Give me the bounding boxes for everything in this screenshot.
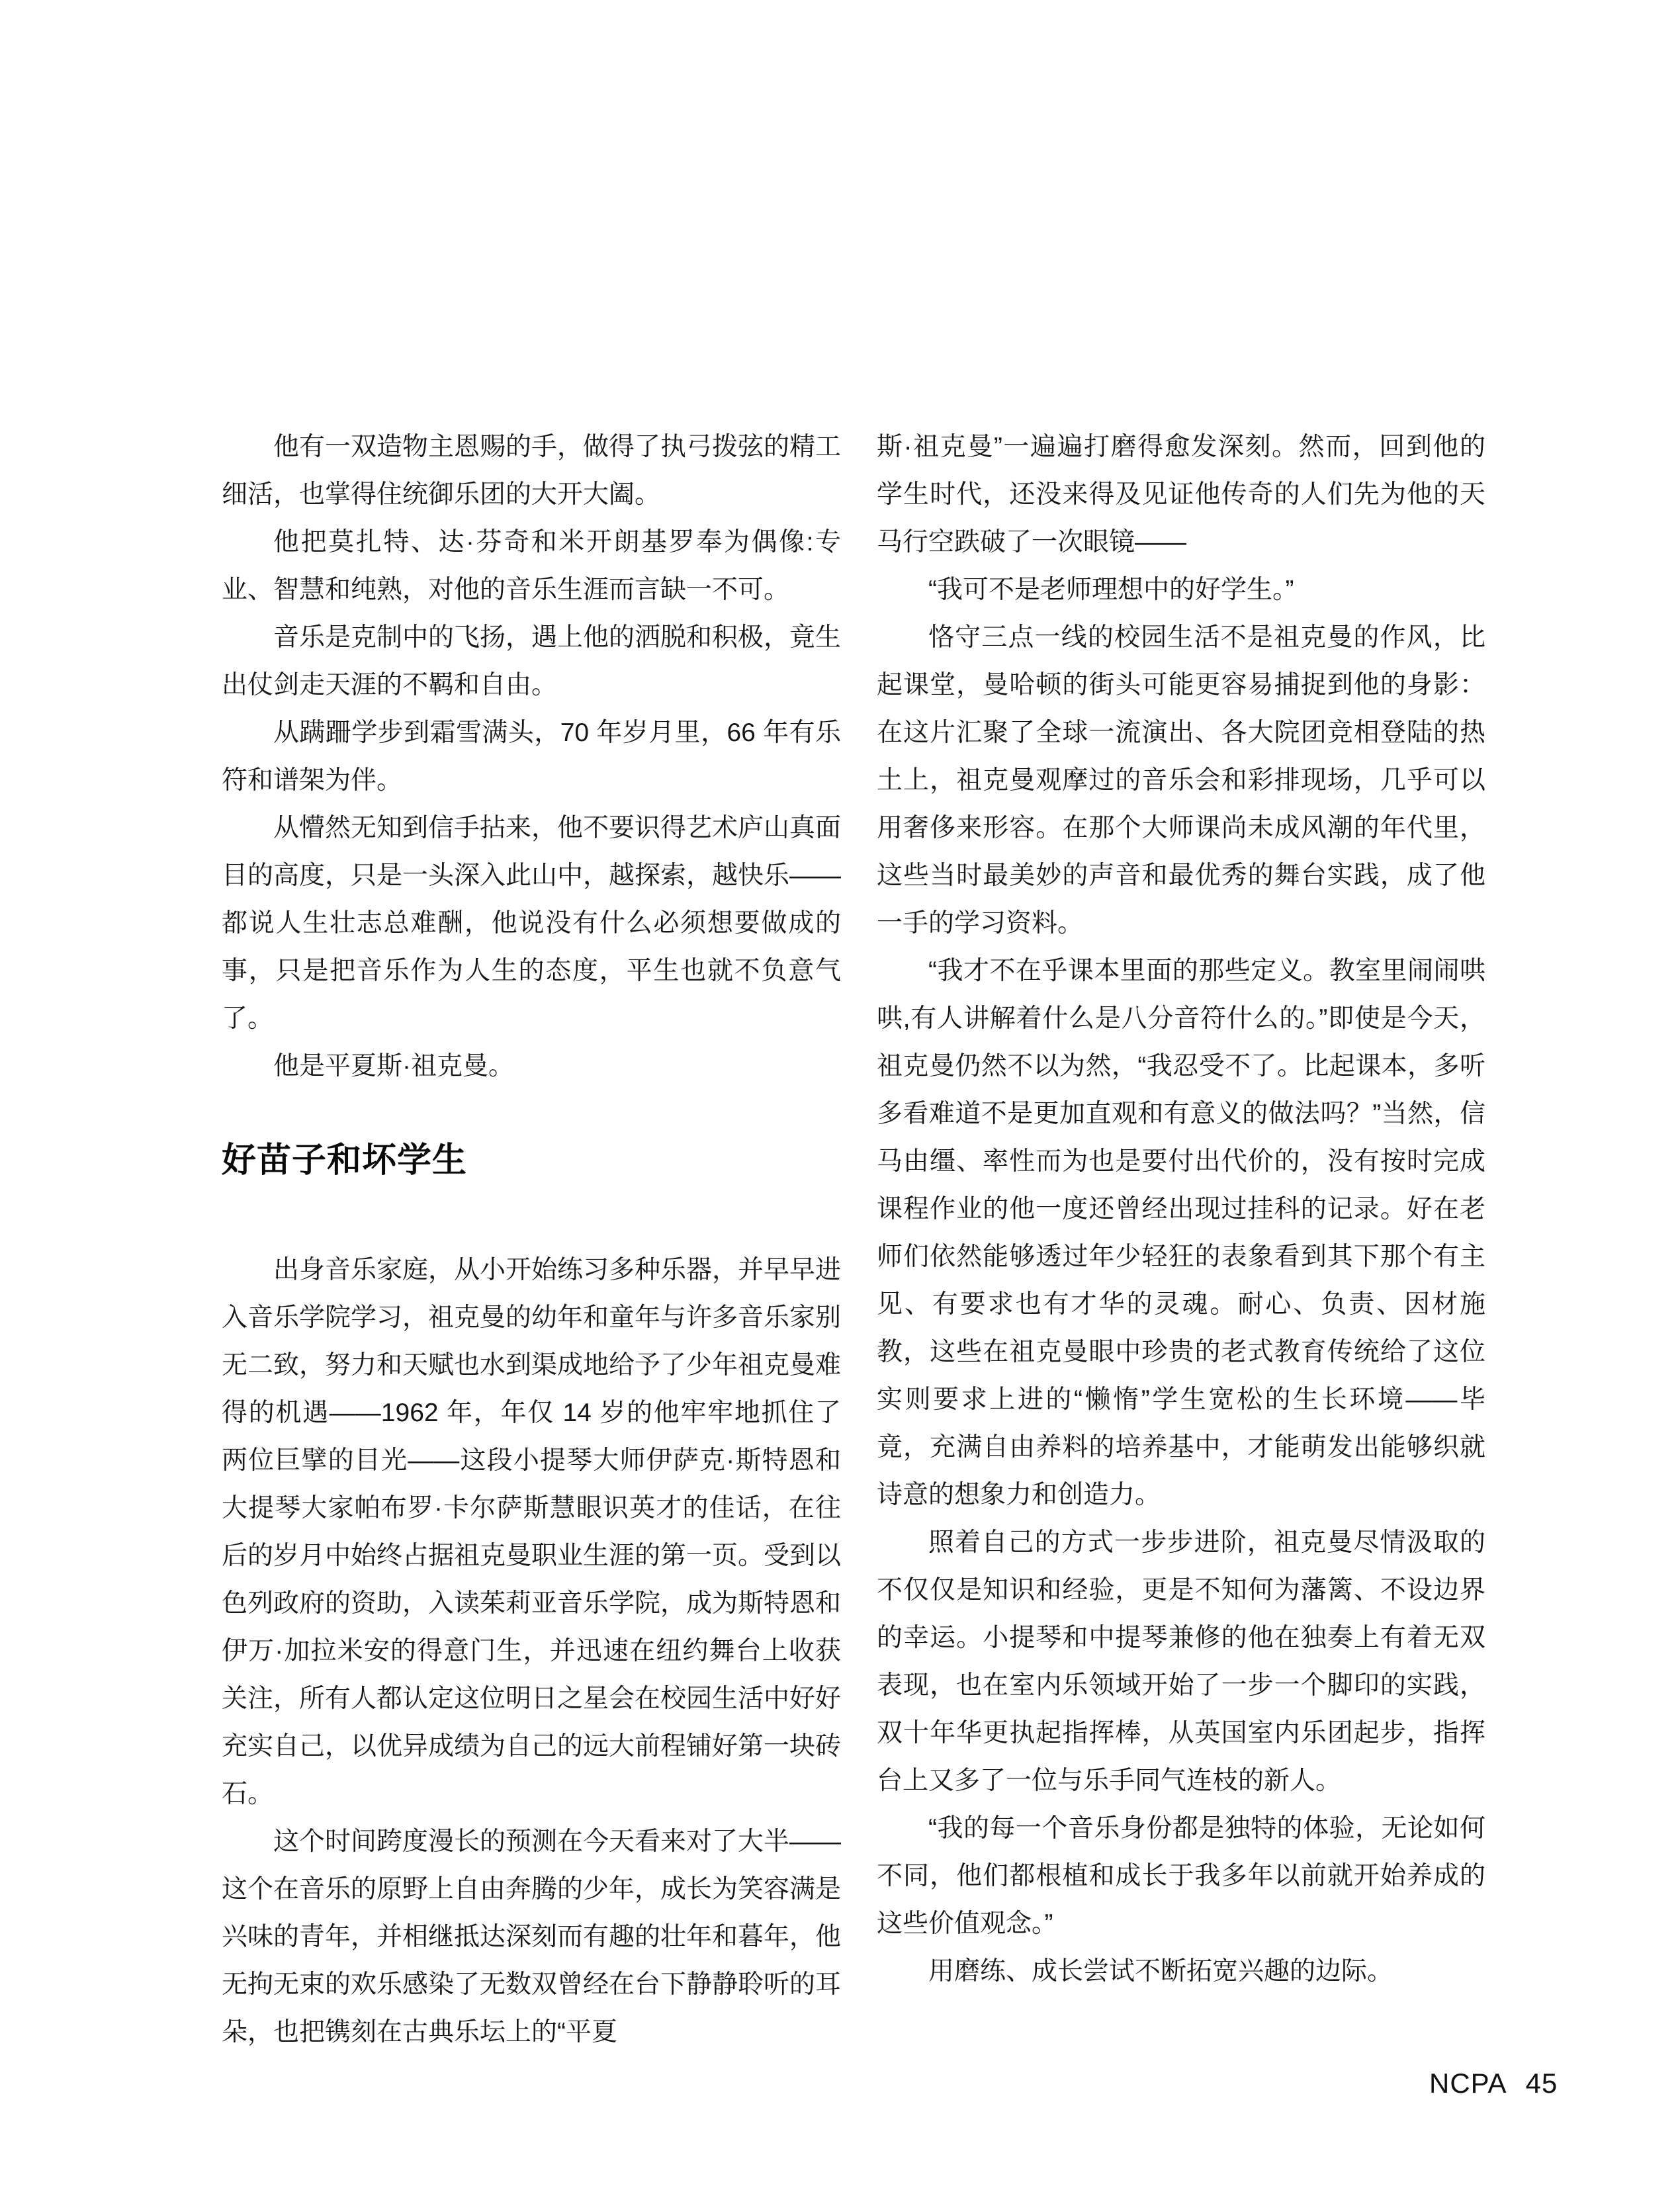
paragraph: 照着自己的方式一步步进阶，祖克曼尽情汲取的不仅仅是知识和经验，更是不知何为藩篱、不设边界的幸运。小提琴和中提琴兼修的他在独奏上有着无双表现，也在室内乐领域开始了一步一个脚印的实践，双十年华更执起指挥棒，从英国室内乐团起步，指挥台上又多了一位与乐手同气连枝的新人。 <box>877 1528 1485 1795</box>
paragraph: 音乐是克制中的飞扬，遇上他的洒脱和积极，竟生出仗剑走天涯的不羁和自由。 <box>222 623 842 699</box>
paragraph: “我可不是老师理想中的好学生。” <box>928 576 1294 604</box>
footer-page-number: 45 <box>1525 2068 1558 2099</box>
paragraph-continuation: 斯·祖克曼”一遍遍打磨得愈发深刻。然而，回到他的学生时代，还没来得及见证他传奇的人们先为他的天马行空跌破了一次眼镜—— <box>877 433 1485 556</box>
footer-brand: NCPA <box>1429 2068 1507 2099</box>
paragraph: “我才不在乎课本里面的那些定义。教室里闹闹哄哄,有人讲解着什么是八分音符什么的。”即使是今天，祖克曼仍然不以为然，“我忍受不了。比起课本，多听多看难道不是更加直观和有意义的做法吗？”当然，信马由缰、率性而为也是要付出代价的，没有按时完成课程作业的他一度还曾经出现过挂科的记录。好在老师们依然能够透过年少轻狂的表象看到其下那个有主见、有要求也有才华的灵魂。耐心、负责、因材施教，这些在祖克曼眼中珍贵的老式教育传统给了这位实则要求上进的“懒惰”学生宽松的生长环境——毕竟，充满自由养料的培养基中，才能萌发出能够织就诗意的想象力和创造力。 <box>877 957 1485 1509</box>
section-heading: 好苗子和坏学生 <box>222 1141 468 1180</box>
paragraph: 他是平夏斯·祖克曼。 <box>273 1052 514 1080</box>
right-column <box>877 423 1485 1995</box>
paragraph: 用磨练、成长尝试不断拓宽兴趣的边际。 <box>928 1957 1393 1986</box>
page-footer <box>1429 2068 1558 2099</box>
paragraph: 恪守三点一线的校园生活不是祖克曼的作风，比起课堂，曼哈顿的街头可能更容易捕捉到他的身影：在这片汇聚了全球一流演出、各大院团竞相登陆的热土上，祖克曼观摩过的音乐会和彩排现场，几乎可以用奢侈来形容。在那个大师课尚未成风潮的年代里，这些当时最美妙的声音和最优秀的舞台实践，成了他一手的学习资料。 <box>877 623 1485 938</box>
left-column <box>222 423 841 2056</box>
paragraph: 他有一双造物主恩赐的手，做得了执弓拨弦的精工细活，也掌得住统御乐团的大开大阖。 <box>222 433 842 509</box>
paragraph: 从懵然无知到信手拈来，他不要识得艺术庐山真面目的高度，只是一头深入此山中，越探索，越快乐——都说人生壮志总难酬，他说没有什么必须想要做成的事，只是把音乐作为人生的态度，平生也就不负意气了。 <box>222 814 842 1033</box>
paragraph: 这个时间跨度漫长的预测在今天看来对了大半——这个在音乐的原野上自由奔腾的少年，成长为笑容满是兴味的青年，并相继抵达深刻而有趣的壮年和暮年，他无拘无束的欢乐感染了无数双曾经在台下静静聆听的耳朵，也把镌刻在古典乐坛上的“平夏 <box>222 1827 842 2046</box>
paragraph: 他把莫扎特、达·芬奇和米开朗基罗奉为偶像:专业、智慧和纯熟，对他的音乐生涯而言缺一不可。 <box>222 528 841 604</box>
paragraph: 出身音乐家庭，从小开始练习多种乐器，并早早进入音乐学院学习，祖克曼的幼年和童年与许多音乐家别无二致，努力和天赋也水到渠成地给予了少年祖克曼难得的机遇——1962 年，年仅 14 岁的他牢牢地抓住了两位巨擘的目光——这段小提琴大师伊萨克·斯特恩和大提琴大家帕布罗·卡尔萨斯慧眼识英才的佳话，在往后的岁月中始终占据祖克曼职业生涯的第一页。受到以色列政府的资助，入读茱莉亚音乐学院，成为斯特恩和伊万·加拉米安的得意门生，并迅速在纽约舞台上收获关注，所有人都认定这位明日之星会在校园生活中好好充实自己，以优异成绩为自己的远大前程铺好第一块砖石。 <box>222 1256 842 1808</box>
paragraph: “我的每一个音乐身份都是独特的体验，无论如何不同，他们都根植和成长于我多年以前就开始养成的这些价值观念。” <box>877 1814 1485 1938</box>
paragraph: 从蹒跚学步到霜雪满头，70 年岁月里，66 年有乐符和谱架为伴。 <box>222 719 841 795</box>
